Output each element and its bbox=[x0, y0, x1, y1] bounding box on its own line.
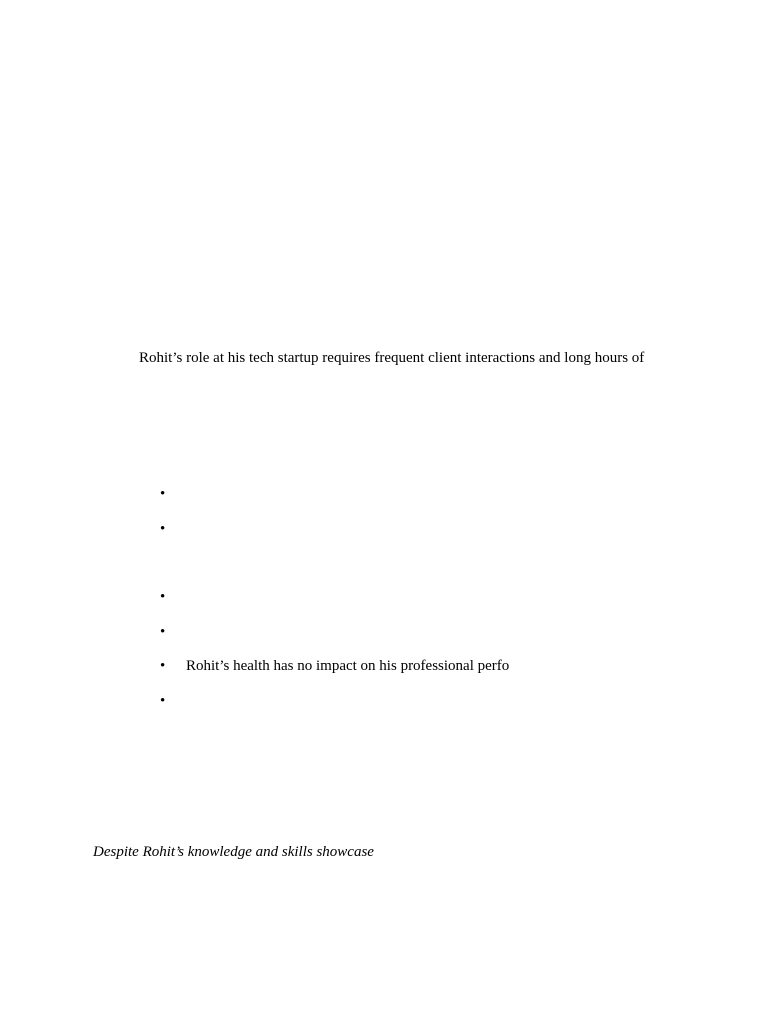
italic-heading: Despite Rohit’s knowledge and skills showcase bbox=[93, 844, 374, 860]
bullet-icon: • bbox=[160, 624, 166, 640]
bullet-icon: • bbox=[160, 521, 166, 537]
bullet-icon: • bbox=[160, 486, 166, 502]
bullet-icon: • bbox=[160, 693, 166, 709]
body-paragraph: Rohit’s role at his tech startup requires frequent client interactions and long hours of bbox=[139, 350, 645, 366]
bullet-icon: • bbox=[160, 658, 166, 674]
bullet-icon: • bbox=[160, 589, 166, 605]
list-item-text: Rohit’s health has no impact on his professional perfo bbox=[186, 658, 510, 674]
